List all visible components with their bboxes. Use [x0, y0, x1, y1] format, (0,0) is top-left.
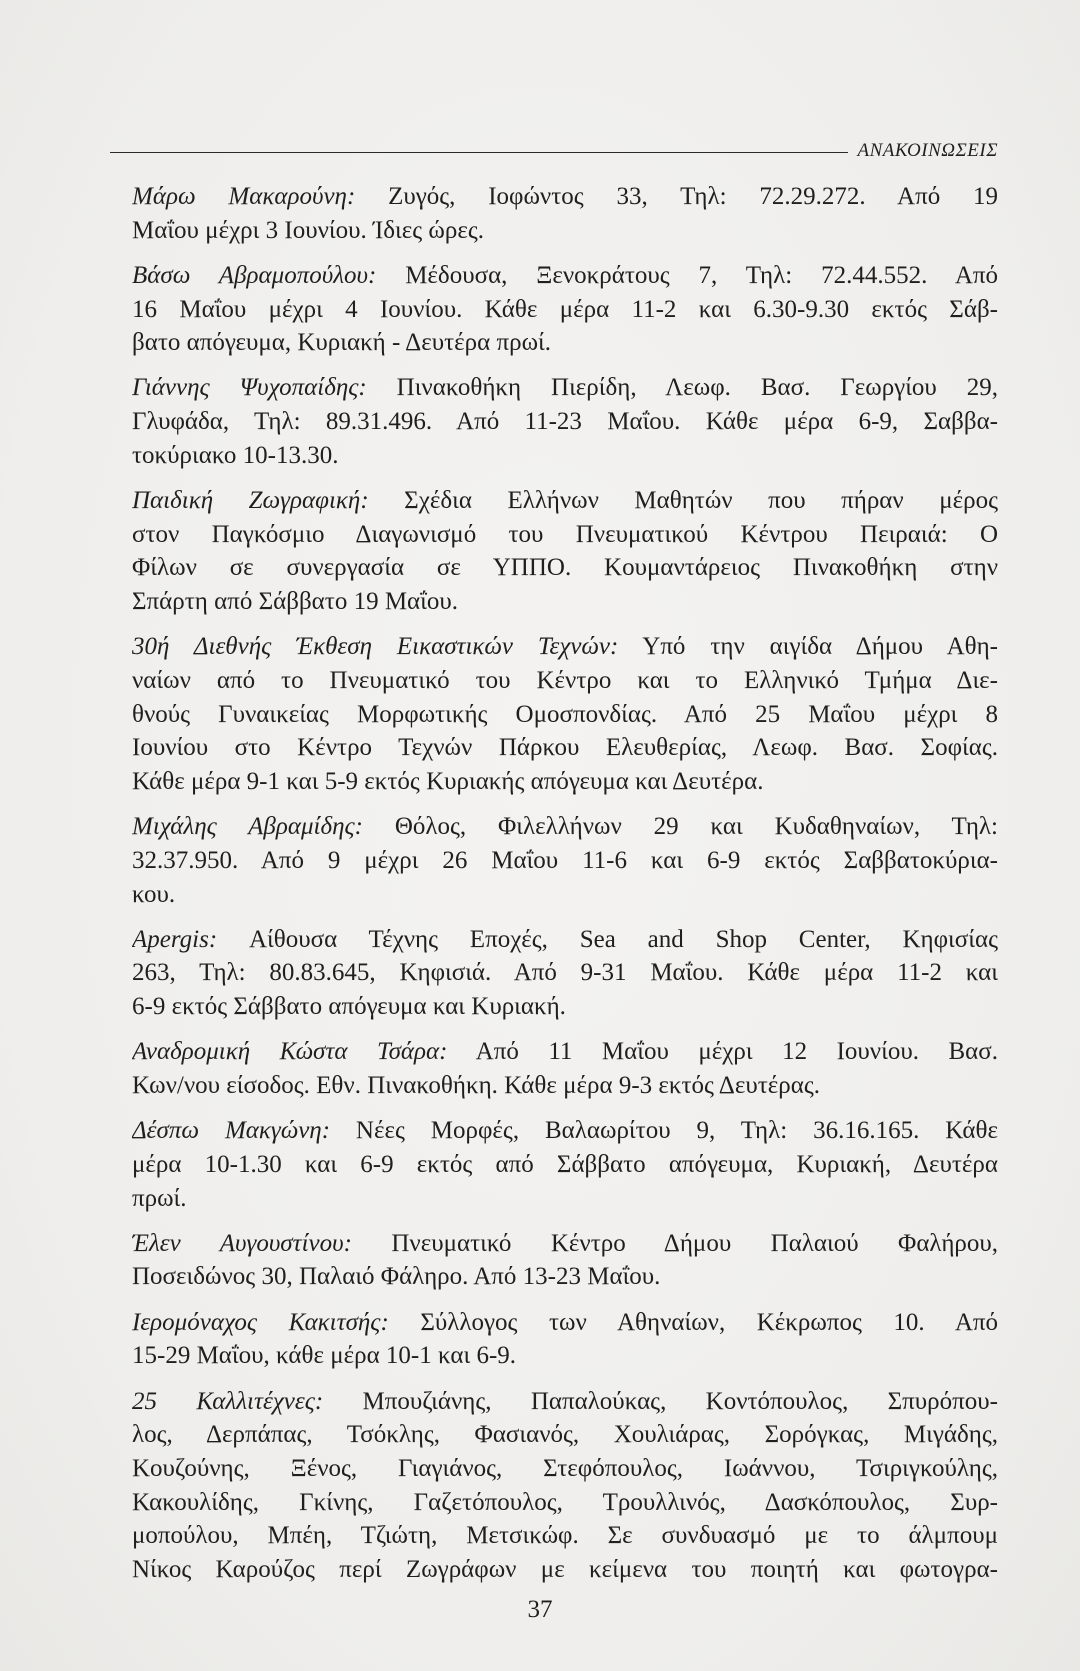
- entry-line: [132, 371, 998, 405]
- entry-text: Μέδουσα, Ξενοκράτους 7, Τηλ: 72.44.552. Από: [376, 261, 998, 289]
- entry-line: Σπάρτη από Σάββατο 19 Μαΐου.: [132, 588, 459, 616]
- entry-label: Γιάννης Ψυχοπαίδης:: [132, 374, 367, 402]
- announcement-entry: [132, 1227, 998, 1294]
- entry-label: 25 Καλλιτέχνες:: [132, 1387, 324, 1415]
- running-head: [110, 130, 998, 160]
- entry-label: Βάσω Αβραμοπούλου:: [132, 261, 377, 289]
- entry-line: [132, 630, 998, 664]
- announcement-entry: [132, 1306, 998, 1373]
- entry-text: Αίθουσα Τέχνης Εποχές, Sea and Shop Center, Κηφισίας: [217, 925, 998, 953]
- entry-text: Πνευματικό Κέντρο Δήμου Παλαιού Φαλήρου,: [351, 1229, 998, 1257]
- entry-label: Έλεν Αυγουστίνου:: [132, 1229, 352, 1257]
- entry-line: 6-9 εκτός Σάββατο απόγευμα και Κυριακή.: [132, 993, 566, 1021]
- entry-label: Ιερομόναχος Κακιτσής:: [132, 1308, 389, 1336]
- entry-line: Κάθε μέρα 9-1 και 5-9 εκτός Κυριακής απόγευμα και Δευτέρα.: [132, 768, 764, 795]
- announcement-entry: [132, 259, 998, 360]
- entry-line: [132, 1035, 998, 1069]
- entry-label: Αναδρομική Κώστα Τσάρα:: [132, 1038, 448, 1066]
- entry-line: κου.: [132, 880, 176, 908]
- announcement-entry: [132, 810, 998, 911]
- entry-line: [132, 259, 998, 293]
- entry-label: 30ή Διεθνής Έκθεση Εικαστικών Τεχνών:: [132, 633, 619, 661]
- entry-line: τοκύριακο 10-13.30.: [132, 441, 339, 469]
- announcement-entry: [132, 484, 998, 619]
- entry-line: [132, 1385, 998, 1419]
- entry-line: Μαΐου μέχρι 3 Ιουνίου. Ίδιες ώρες.: [132, 216, 485, 244]
- announcement-entry: [132, 923, 998, 1024]
- entry-text: Νέες Μορφές, Βαλαωρίτου 9, Τηλ: 36.16.165. Κάθε: [330, 1117, 998, 1145]
- entry-text: Υπό την αιγίδα Δήμου Αθη-: [618, 633, 998, 661]
- announcement-entry: [132, 1385, 998, 1587]
- entry-line: [132, 1306, 998, 1340]
- entry-line: Κων/νου είσοδος. Εθν. Πινακοθήκη. Κάθε μέρα 9-3 εκτός Δευτέρας.: [132, 1072, 821, 1099]
- announcement-entry: [132, 180, 998, 247]
- entry-line: μέρα 10-1.30 και 6-9 εκτός από Σάββατο απόγευμα, Κυριακή, Δευτέρα: [132, 1150, 998, 1178]
- header-rule: [110, 152, 848, 153]
- entry-line: Κουζούνης, Ξένος, Γιαγιάνος, Στεφόπουλος, Ιωάννου, Τσιριγκούλης,: [132, 1454, 998, 1482]
- entry-line: μοπούλου, Μπέη, Τζιώτη, Μετσικώφ. Σε συνδυασμό με το άλμπουμ: [132, 1522, 998, 1550]
- announcement-entry: [132, 1114, 998, 1215]
- entry-line: Ποσειδώνος 30, Παλαιό Φάληρο. Από 13-23 Μαΐου.: [132, 1263, 661, 1291]
- entry-line: [132, 1227, 998, 1261]
- entry-line: θνούς Γυναικείας Μορφωτικής Ομοσπονδίας. Από 25 Μαΐου μέχρι 8: [132, 700, 998, 728]
- entry-label: Μάρω Μακαρούνη:: [132, 183, 356, 210]
- entry-line: 15-29 Μαΐου, κάθε μέρα 10-1 και 6-9.: [132, 1342, 517, 1370]
- entry-line: Ιουνίου στο Κέντρο Τεχνών Πάρκου Ελευθερίας, Λεωφ. Βασ. Σοφίας.: [132, 734, 998, 762]
- announcement-entry: [132, 1035, 998, 1102]
- entry-line: 263, Τηλ: 80.83.645, Κηφισιά. Από 9-31 Μαΐου. Κάθε μέρα 11-2 και: [132, 959, 998, 987]
- entry-label: Apergis:: [132, 925, 218, 953]
- announcement-entry: [132, 630, 998, 798]
- entry-line: Νίκος Καρούζος περί Ζωγράφων με κείμενα του ποιητή και φωτογρα-: [132, 1555, 998, 1583]
- announcement-entry: [132, 371, 998, 472]
- entry-text: Πινακοθήκη Πιερίδη, Λεωφ. Βασ. Γεωργίου 29,: [366, 374, 998, 402]
- entry-line: βατο απόγευμα, Κυριακή - Δευτέρα πρωί.: [132, 329, 552, 357]
- entry-line: [132, 923, 998, 957]
- entry-line: πρωί.: [132, 1184, 187, 1212]
- entry-line: λος, Δερπάπας, Τσόκλης, Φασιανός, Χουλιάρας, Σορόγκας, Μιγάδης,: [132, 1421, 998, 1449]
- announcements-list: [132, 180, 998, 1598]
- entry-line: [132, 1114, 998, 1148]
- entry-text: Σύλλογος των Αθηναίων, Κέκρωπος 10. Από: [388, 1308, 998, 1336]
- entry-label: Παιδική Ζωγραφική:: [132, 487, 369, 514]
- entry-text: Μπουζιάνης, Παπαλούκας, Κοντόπουλος, Σπυρόπου-: [323, 1387, 998, 1415]
- entry-label: Μιχάλης Αβραμίδης:: [132, 813, 363, 841]
- entry-line: [132, 180, 998, 214]
- entry-line: στον Παγκόσμιο Διαγωνισμό του Πνευματικού Κέντρου Πειραιά: Ο: [132, 520, 998, 548]
- entry-text: Από 11 Μαΐου μέχρι 12 Ιουνίου. Βασ.: [447, 1038, 998, 1066]
- entry-line: [132, 810, 998, 844]
- entry-line: 32.37.950. Από 9 μέχρι 26 Μαΐου 11-6 και 6-9 εκτός Σαββατοκύρια-: [132, 846, 998, 874]
- entry-label: Δέσπω Μακγώνη:: [132, 1117, 331, 1145]
- entry-text: Ζυγός, Ιοφώντος 33, Τηλ: 72.29.272. Από 19: [355, 183, 998, 210]
- page-number: 37: [527, 1596, 553, 1623]
- entry-line: Φίλων σε συνεργασία σε ΥΠΠΟ. Κουμαντάρειος Πινακοθήκη στην: [132, 554, 998, 582]
- entry-line: Γλυφάδα, Τηλ: 89.31.496. Από 11-23 Μαΐου. Κάθε μέρα 6-9, Σαββα-: [132, 408, 998, 436]
- entry-line: 16 Μαΐου μέχρι 4 Ιουνίου. Κάθε μέρα 11-2 και 6.30-9.30 εκτός Σάβ-: [132, 295, 998, 323]
- running-head-title: ΑΝΑΚΟΙΝΩΣΕΙΣ: [857, 140, 998, 161]
- entry-line: Κακουλίδης, Γκίνης, Γαζετόπουλος, Τρουλλινός, Δασκόπουλος, Συρ-: [132, 1488, 998, 1516]
- entry-line: ναίων από το Πνευματικό του Κέντρο και το Ελληνικό Τμήμα Διε-: [132, 666, 998, 694]
- entry-text: Σχέδια Ελλήνων Μαθητών που πήραν μέρος: [368, 487, 998, 514]
- entry-text: Θόλος, Φιλελλήνων 29 και Κυδαθηναίων, Τηλ:: [362, 813, 998, 841]
- entry-line: [132, 484, 998, 518]
